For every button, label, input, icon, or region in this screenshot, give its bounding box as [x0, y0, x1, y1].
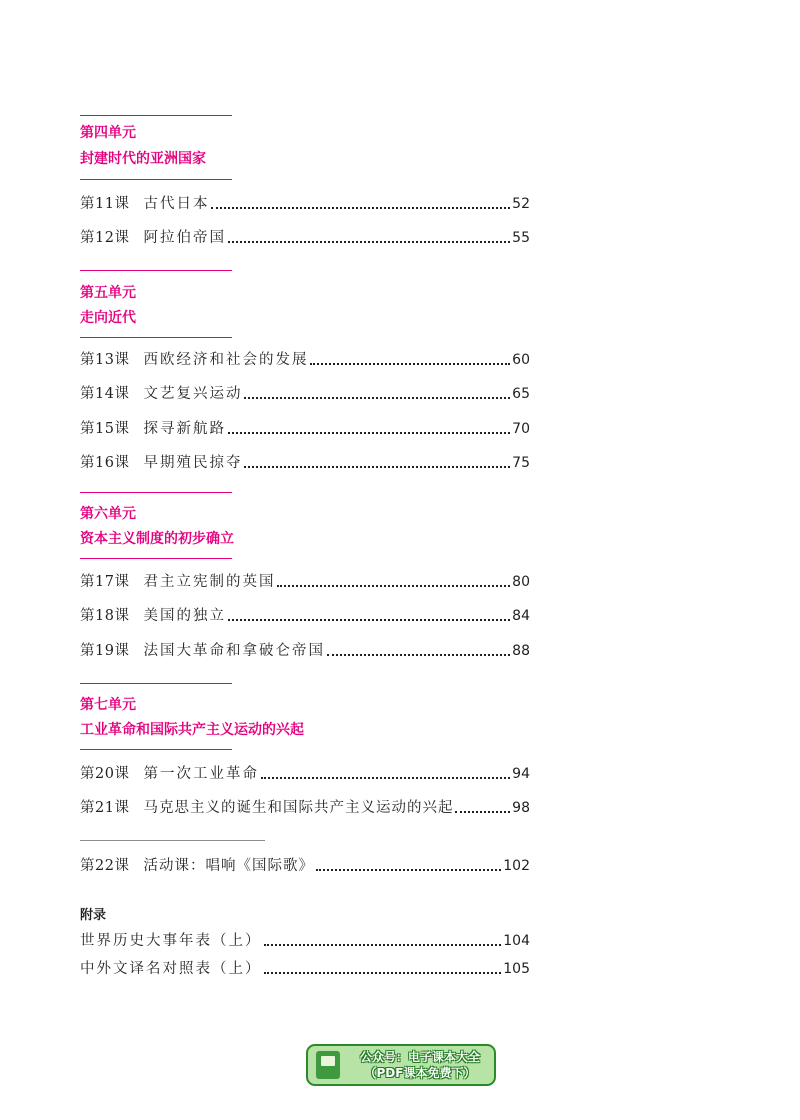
page-number: 60	[512, 352, 530, 368]
dot-leader	[228, 432, 510, 434]
page-number: 52	[512, 196, 530, 212]
page-number: 88	[512, 643, 530, 659]
unit-rule-top	[80, 492, 232, 493]
page-number: 98	[512, 800, 530, 816]
appendix-title: 中外文译名对照表（上）	[80, 961, 262, 977]
lesson-number: 第21课	[80, 800, 130, 816]
lesson-title: 早期殖民掠夺	[143, 455, 243, 471]
page-number: 70	[512, 421, 530, 437]
dot-leader	[327, 654, 510, 656]
unit-label: 第七单元	[80, 697, 136, 713]
appendix-heading: 附录	[80, 908, 107, 923]
lesson-title: 君主立宪制的英国	[143, 574, 276, 590]
watermark-badge	[306, 1044, 496, 1086]
page-number: 55	[512, 230, 530, 246]
toc-row-lesson-13[interactable]	[80, 348, 530, 370]
dot-leader	[228, 619, 510, 621]
lesson-number: 第20课	[80, 766, 130, 782]
dot-leader	[277, 585, 510, 587]
lesson-title: 第一次工业革命	[143, 766, 259, 782]
book-icon	[316, 1051, 340, 1079]
unit-rule-top	[80, 683, 232, 684]
lesson-number: 第15课	[80, 421, 130, 437]
dot-leader	[310, 363, 510, 365]
appendix-title: 世界历史大事年表（上）	[80, 933, 262, 949]
toc-row-lesson-18[interactable]	[80, 604, 530, 626]
unit-title: 封建时代的亚洲国家	[80, 151, 206, 167]
dot-leader	[228, 241, 510, 243]
lesson-number: 第14课	[80, 386, 130, 402]
unit-title: 资本主义制度的初步确立	[80, 531, 234, 547]
unit-label: 第六单元	[80, 506, 136, 522]
lesson-title: 法国大革命和拿破仑帝国	[143, 643, 325, 659]
dot-leader	[264, 944, 502, 946]
watermark-line-2: （PDF课本免费下）	[364, 1066, 476, 1080]
lesson-number: 第16课	[80, 455, 130, 471]
toc-row-lesson-19[interactable]	[80, 639, 530, 661]
unit-rule-top	[80, 270, 232, 271]
page-number: 80	[512, 574, 530, 590]
section-rule	[80, 840, 265, 841]
unit-rule-top	[80, 115, 232, 116]
page-number: 104	[503, 933, 530, 949]
lesson-number: 第17课	[80, 574, 130, 590]
lesson-title: 活动课：唱响《国际歌》	[143, 858, 314, 874]
toc-row-lesson-12[interactable]	[80, 226, 530, 248]
dot-leader	[211, 207, 510, 209]
page-number: 102	[503, 858, 530, 874]
lesson-title: 探寻新航路	[143, 421, 226, 437]
page-number: 105	[503, 961, 530, 977]
lesson-number: 第18课	[80, 608, 130, 624]
dot-leader	[316, 869, 501, 871]
page-number: 75	[512, 455, 530, 471]
page-number: 94	[512, 766, 530, 782]
lesson-number: 第22课	[80, 858, 130, 874]
unit-rule-bottom	[80, 749, 232, 750]
watermark-line-1: 公众号：电子课本大全	[359, 1050, 480, 1064]
unit-label: 第五单元	[80, 285, 136, 301]
unit-rule-bottom	[80, 337, 232, 338]
dot-leader	[261, 777, 510, 779]
toc-row-lesson-11[interactable]	[80, 192, 530, 214]
page-number: 84	[512, 608, 530, 624]
toc-row-lesson-17[interactable]	[80, 570, 530, 592]
dot-leader	[244, 466, 510, 468]
unit-title: 工业革命和国际共产主义运动的兴起	[80, 722, 304, 738]
toc-row-lesson-20[interactable]	[80, 762, 530, 784]
lesson-number: 第19课	[80, 643, 130, 659]
toc-row-lesson-15[interactable]	[80, 417, 530, 439]
dot-leader	[244, 397, 510, 399]
lesson-title: 马克思主义的诞生和国际共产主义运动的兴起	[143, 800, 454, 816]
unit-rule-bottom	[80, 558, 232, 559]
lesson-title: 阿拉伯帝国	[143, 230, 226, 246]
unit-title: 走向近代	[80, 310, 136, 326]
page-number: 65	[512, 386, 530, 402]
lesson-number: 第11课	[80, 196, 130, 212]
unit-label: 第四单元	[80, 125, 136, 141]
dot-leader	[455, 811, 510, 813]
lesson-title: 美国的独立	[143, 608, 226, 624]
toc-row-lesson-21[interactable]	[80, 796, 530, 818]
lesson-title: 文艺复兴运动	[143, 386, 243, 402]
dot-leader	[264, 972, 502, 974]
unit-rule-bottom	[80, 179, 232, 180]
toc-row-appendix-2[interactable]	[80, 957, 530, 979]
toc-row-lesson-16[interactable]	[80, 451, 530, 473]
lesson-number: 第12课	[80, 230, 130, 246]
lesson-number: 第13课	[80, 352, 130, 368]
lesson-title: 西欧经济和社会的发展	[143, 352, 309, 368]
toc-row-lesson-14[interactable]	[80, 382, 530, 404]
toc-row-appendix-1[interactable]	[80, 929, 530, 951]
toc-row-lesson-22[interactable]	[80, 854, 530, 876]
lesson-title: 古代日本	[143, 196, 210, 212]
